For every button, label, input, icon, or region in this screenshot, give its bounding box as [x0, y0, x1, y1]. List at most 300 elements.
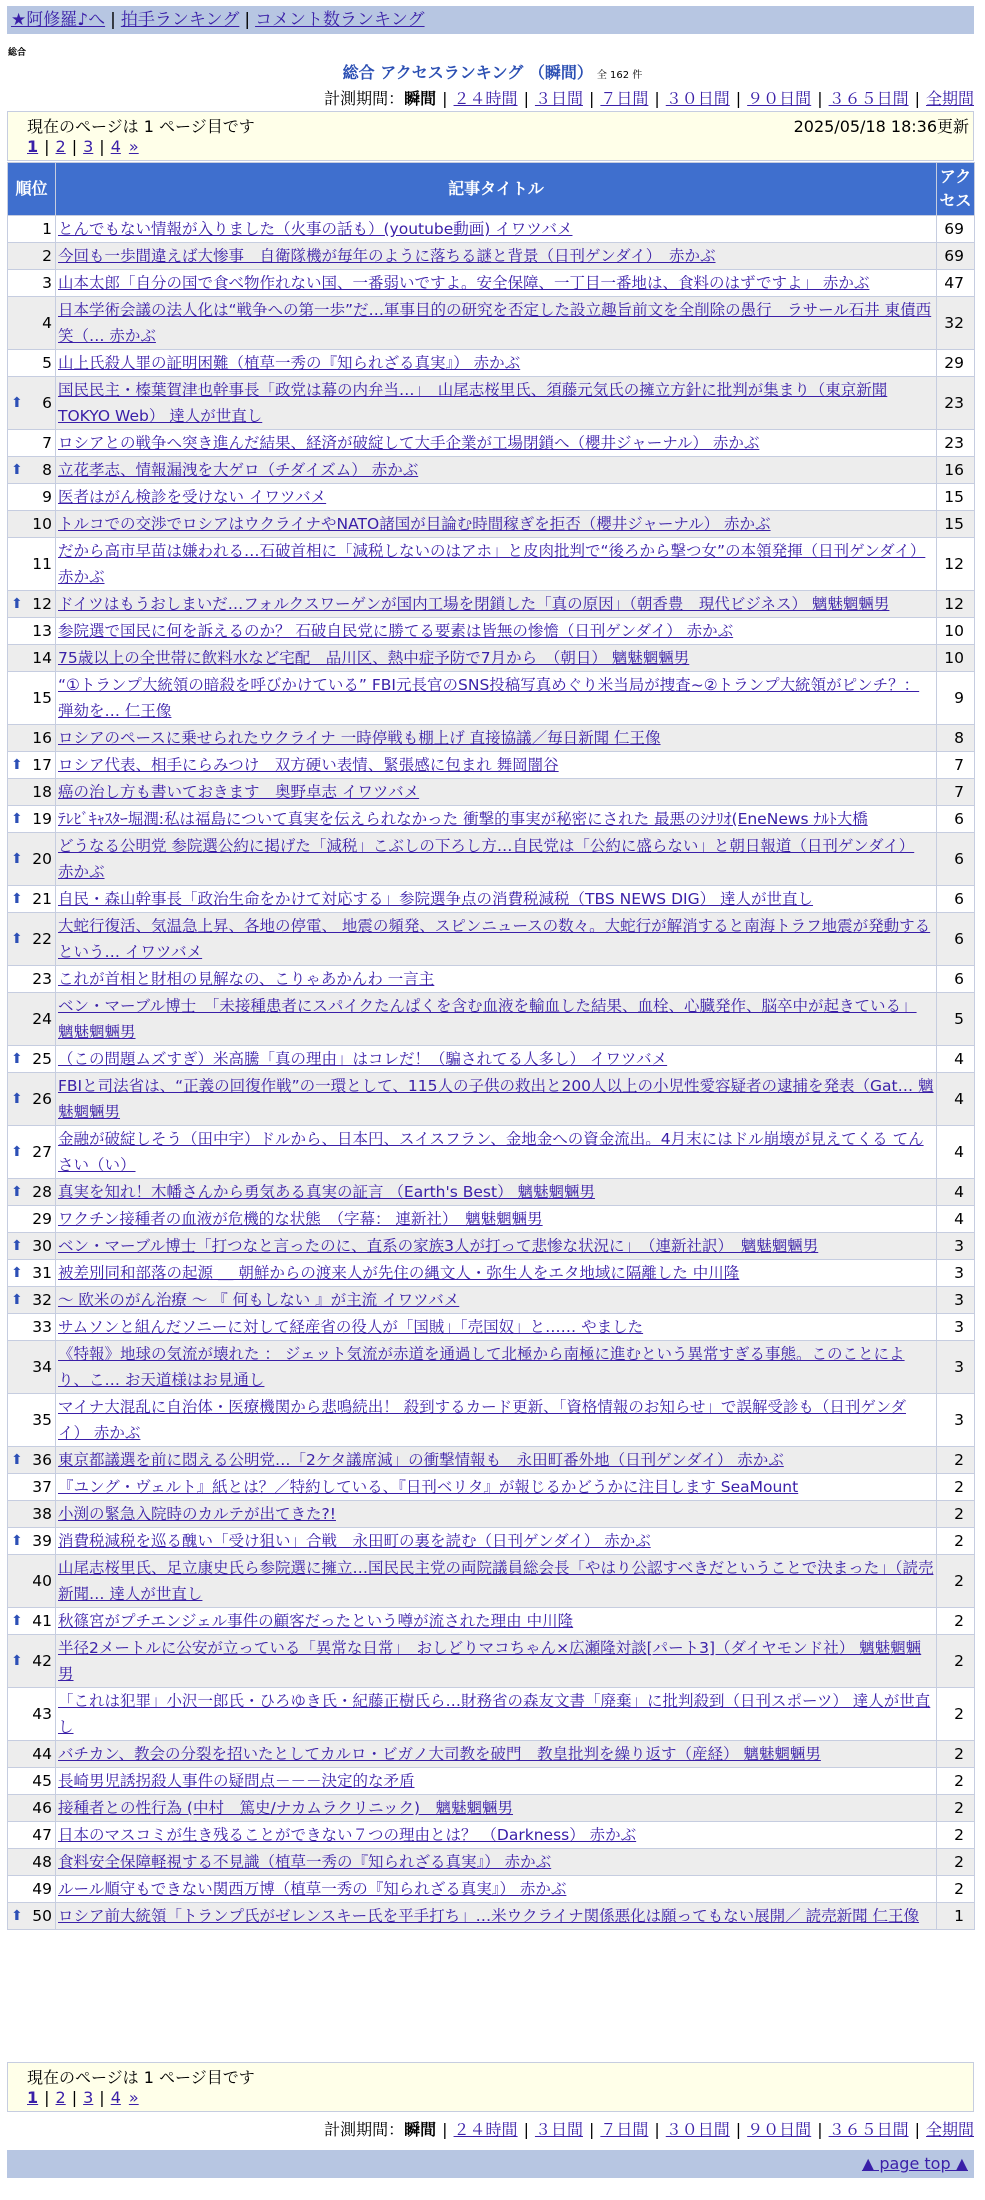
article-link[interactable]: どうなる公明党 参院選公約に掲げた「減税」こぶしの下ろし方…自民党は「公約に盛らない」と朝日報道（日刊ゲンダイ） 赤かぶ [58, 837, 915, 881]
page-title [0, 60, 985, 83]
article-link[interactable]: 東京都議選を前に悶える公明党…「2ケタ議席減」の衝撃情報も 永田町番外地（日刊ゲンダイ） 赤かぶ [58, 1451, 784, 1469]
access-header: アクセス [937, 163, 974, 215]
title-cell [56, 216, 936, 242]
pager-separator: | [44, 137, 50, 156]
article-link[interactable]: 金融が破綻しそう（田中宇）ドルから、日本円、スイスフラン、金地金への資金流出。4月末にはドル崩壊が見えてくる てんさい（い） [58, 1130, 924, 1174]
rank-number: 45 [32, 1772, 52, 1790]
rank-cell [8, 1795, 55, 1821]
access-count: 4 [937, 1179, 974, 1205]
access-count: 2 [937, 1849, 974, 1875]
rank-number: 11 [32, 555, 52, 573]
pager-separator: | [44, 2088, 50, 2107]
rank-cell [8, 243, 55, 269]
title-cell [56, 806, 936, 832]
article-link[interactable]: 長崎男児誘拐殺人事件の疑問点－－－決定的な矛盾 [58, 1772, 415, 1790]
title-cell [56, 1635, 936, 1687]
title-header: 記事タイトル [56, 163, 936, 215]
article-link[interactable]: とんでもない情報が入りました（火事の話も）(youtube動画) イワツバメ [58, 220, 573, 238]
table-row [8, 430, 974, 456]
ranking-table [7, 162, 975, 1930]
access-count: 2 [937, 1608, 974, 1634]
rank-cell [8, 1608, 55, 1634]
page-link[interactable]: 1 [27, 2088, 39, 2107]
rank-cell [8, 833, 55, 885]
rank-number: 36 [32, 1451, 52, 1469]
article-link[interactable]: （この問題ムズすぎ）米高騰「真の理由」はコレだ！（騙されてる人多し） イワツバメ [58, 1050, 668, 1068]
article-link[interactable]: ロシアとの戦争へ突き進んだ結果、経済が破綻して大手企業が工場閉鎖へ（櫻井ジャーナル） 赤かぶ [58, 434, 760, 452]
article-link[interactable]: 《特報》地球の気流が壊れた ： ジェット気流が赤道を通過して北極から南極に進むという異常すぎる事態。このことにより、こ… お天道様はお見通し [58, 1345, 905, 1389]
period-option-link[interactable]: 全期間 [925, 89, 974, 108]
article-link[interactable]: ～ 欧米のがん治療 ～ 『 何もしない 』が主流 イワツバメ [58, 1291, 460, 1309]
title-cell [56, 752, 936, 778]
table-row [8, 1314, 974, 1340]
access-count: 23 [937, 377, 974, 429]
rank-number: 50 [32, 1907, 52, 1925]
period-option-link[interactable]: ３０日間 [665, 2120, 730, 2139]
rank-cell [8, 1768, 55, 1794]
page-link[interactable]: 3 [83, 2088, 94, 2107]
rank-cell [8, 672, 55, 724]
article-link[interactable]: マイナ大混乱に自治体・医療機関から悲鳴続出！ 殺到するカード更新、「資格情報のお知らせ」で誤解受診も（日刊ゲンダイ） 赤かぶ [58, 1398, 906, 1442]
period-separator: | [588, 2120, 595, 2139]
access-count: 2 [937, 1688, 974, 1740]
period-label: 計測期間： [324, 89, 405, 108]
rank-cell [8, 1073, 55, 1125]
access-count: 2 [937, 1474, 974, 1500]
table-row [8, 1233, 974, 1259]
title-cell [56, 1287, 936, 1313]
page-link[interactable]: 1 [27, 137, 39, 156]
title-cell [56, 1233, 936, 1259]
article-link[interactable]: 癌の治し方も書いておきます 奥野卓志 イワツバメ [58, 783, 420, 801]
current-page-text: 現在のページは 1 ページ目です [27, 2068, 255, 2087]
period-option-link[interactable]: ９０日間 [747, 89, 812, 108]
access-count: 3 [937, 1260, 974, 1286]
rank-number: 22 [32, 930, 52, 948]
title-cell [56, 993, 936, 1045]
period-separator: | [523, 89, 529, 108]
article-link[interactable]: ドイツはもうおしまいだ…フォルクスワーゲンが国内工場を閉鎖した「真の原因」（朝香豊 現代ビジネス） 魑魅魍魎男 [58, 595, 890, 613]
article-link[interactable]: “①トランプ大統領の暗殺を呼びかけている” FBI元長官のSNS投稿写真めぐり米当局が捜査~②トランプ大統領がピンチ？：弾劾を… 仁王像 [58, 676, 920, 720]
access-count: 8 [937, 725, 974, 751]
rank-cell [8, 1474, 55, 1500]
up-arrow-icon: ⬆ [11, 1533, 23, 1549]
title-cell [56, 1876, 936, 1902]
rank-number: 29 [32, 1210, 52, 1228]
table-row [8, 1206, 974, 1232]
table-row [8, 1501, 974, 1527]
period-option-link[interactable]: ３日間 [534, 89, 583, 108]
access-count: 15 [937, 484, 974, 510]
pager-bottom [27, 2088, 139, 2107]
title-cell [56, 1206, 936, 1232]
rank-cell [8, 1179, 55, 1205]
rank-number: 14 [32, 649, 52, 667]
title-cell [56, 672, 936, 724]
article-link[interactable]: 「これは犯罪」小沢一郎氏・ひろゆき氏・紀藤正樹氏ら…財務省の森友文書「廃棄」に批判殺到（日刊スポーツ） 達人が世直し [58, 1692, 931, 1736]
period-separator: | [523, 2120, 529, 2139]
table-row [8, 350, 974, 376]
period-separator: | [914, 89, 920, 108]
title-cell [56, 618, 936, 644]
access-count: 69 [937, 216, 974, 242]
period-current: 瞬間 [404, 89, 437, 108]
access-count: 69 [937, 243, 974, 269]
up-arrow-icon: ⬆ [11, 1051, 23, 1067]
table-row [8, 1394, 974, 1446]
table-row [8, 993, 974, 1045]
up-arrow-icon: ⬆ [11, 1452, 23, 1468]
access-count: 1 [937, 1903, 974, 1929]
rank-number: 7 [42, 434, 52, 452]
title-cell [56, 538, 936, 590]
title-cell [56, 1314, 936, 1340]
article-link[interactable]: 日本学術会議の法人化は“戦争への第一歩”だ…軍事目的の研究を否定した設立趣旨前文を全削除の愚行 ラサール石井 東債西笑（… 赤かぶ [58, 301, 932, 345]
period-option-link[interactable]: ３６５日間 [828, 2120, 909, 2139]
period-separator: | [817, 89, 823, 108]
page-link[interactable]: 4 [110, 2088, 121, 2107]
rank-cell [8, 1528, 55, 1554]
title-cell [56, 779, 936, 805]
up-arrow-icon: ⬆ [11, 1292, 23, 1308]
comment-ranking-link[interactable]: コメント数ランキング [255, 10, 425, 30]
article-link[interactable]: 被差別同和部落の起源 ＿ 朝鮮からの渡来人が先住の縄文人・弥生人をエタ地域に隔離した 中川隆 [58, 1264, 740, 1282]
rank-number: 6 [42, 394, 52, 412]
article-link[interactable]: 『ユング・ヴェルト』紙とは？／特約している、『日刊ベリタ』が報じるかどうかに注目します SeaMount [58, 1478, 799, 1496]
table-row [8, 806, 974, 832]
pager-separator: | [71, 137, 78, 156]
title-cell [56, 350, 936, 376]
title-cell [56, 725, 936, 751]
article-link[interactable]: 山上氏殺人罪の証明困難（植草一秀の『知られざる真実』） 赤かぶ [58, 354, 521, 372]
article-link[interactable]: 山本太郎「自分の国で食べ物作れない国、一番弱いですよ。安全保障、一丁目一番地は、食料のはずですよ」 赤かぶ [58, 274, 870, 292]
rank-cell [8, 1447, 55, 1473]
title-cell [56, 457, 936, 483]
article-link[interactable]: 消費税減税を巡る醜い「受け狙い」合戦 永田町の裏を読む（日刊ゲンダイ） 赤かぶ [58, 1532, 651, 1550]
period-separator: | [735, 89, 742, 108]
period-option-link[interactable]: ２４時間 [453, 89, 518, 108]
access-count: 10 [937, 645, 974, 671]
rank-number: 40 [32, 1572, 52, 1590]
title-cell [56, 1046, 936, 1072]
title-cell [56, 1260, 936, 1286]
table-row [8, 243, 974, 269]
rank-cell [8, 1688, 55, 1740]
period-separator: | [817, 2120, 823, 2139]
period-separator: | [654, 2120, 660, 2139]
period-separator: | [442, 2120, 448, 2139]
up-arrow-icon: ⬆ [11, 1613, 23, 1629]
table-row [8, 1688, 974, 1740]
rank-number: 9 [42, 488, 52, 506]
page-link[interactable]: 2 [55, 137, 66, 156]
table-row [8, 1635, 974, 1687]
pager-separator: | [71, 2088, 78, 2107]
period-option-link[interactable]: ３日間 [534, 2120, 583, 2139]
rank-cell [8, 216, 55, 242]
current-page-text: 現在のページは 1 ページ目です [27, 117, 255, 136]
article-link[interactable]: 真実を知れ！木幡さんから勇気ある真実の証言 （Earth's Best） 魑魅魍魎男 [58, 1183, 596, 1201]
page-link[interactable]: 3 [83, 137, 94, 156]
period-option-link[interactable]: ２４時間 [453, 2120, 518, 2139]
title-cell [56, 1126, 936, 1178]
title-cell [56, 833, 936, 885]
up-arrow-icon: ⬆ [11, 1144, 23, 1160]
period-separator: | [442, 89, 448, 108]
access-count: 29 [937, 350, 974, 376]
article-link[interactable]: 国民民主・榛葉賀津也幹事長「政党は幕の内弁当…」 山尾志桜里氏、須藤元気氏の擁立方針に批判が集まり（東京新聞TOKYO Web） 達人が世直し [58, 381, 888, 425]
up-arrow-icon: ⬆ [11, 596, 23, 612]
title-cell [56, 1073, 936, 1125]
rank-number: 18 [32, 783, 52, 801]
rank-number: 25 [32, 1050, 52, 1068]
access-count: 16 [937, 457, 974, 483]
title-cell [56, 1903, 936, 1929]
title-cell [56, 1741, 936, 1767]
home-link[interactable]: ★阿修羅♪へ [11, 10, 106, 30]
title-cell [56, 913, 936, 965]
access-count: 9 [937, 672, 974, 724]
article-link[interactable]: ルール順守もできない関西万博（植草一秀の『知られざる真実』） 赤かぶ [58, 1880, 567, 1898]
title-cell [56, 1447, 936, 1473]
period-separator: | [735, 2120, 742, 2139]
access-count: 3 [937, 1287, 974, 1313]
up-arrow-icon: ⬆ [11, 1908, 23, 1924]
article-link[interactable]: 自民・森山幹事長「政治生命をかけて対応する」参院選争点の消費税減税（TBS NEWS DIG） 達人が世直し [58, 890, 814, 908]
table-row [8, 511, 974, 537]
rank-number: 32 [32, 1291, 52, 1309]
article-link[interactable]: ﾃﾚﾋﾞｷｬｽﾀｰ堀潤:私は福島について真実を伝えられなかった 衝撃的事実が秘密にされた 最悪のｼﾅﾘｵ(EneNews ﾅﾙﾄ大橋 [58, 810, 868, 828]
clap-ranking-link[interactable]: 拍手ランキング [120, 10, 240, 30]
title-cell [56, 243, 936, 269]
rank-number: 39 [32, 1532, 52, 1550]
up-arrow-icon: ⬆ [11, 395, 23, 411]
article-link[interactable]: 日本のマスコミが生き残ることができない７つの理由とは？ （Darkness） 赤かぶ [58, 1826, 637, 1844]
table-row [8, 1126, 974, 1178]
title-cell [56, 1849, 936, 1875]
access-count: 6 [937, 913, 974, 965]
table-row [8, 1341, 974, 1393]
table-row [8, 538, 974, 590]
rank-cell [8, 1126, 55, 1178]
article-link[interactable]: ベン・マーブル博士 「未接種患者にスパイクたんぱくを含む血液を輸血した結果、血栓、心臓発作、脳卒中が起きている」 魑魅魍魎男 [58, 997, 917, 1041]
rank-cell [8, 993, 55, 1045]
rank-number: 23 [32, 970, 52, 988]
article-link[interactable]: 大蛇行復活、気温急上昇、各地の停電、 地震の頻発、スピンニュースの数々。大蛇行が解消すると南海トラフ地震が発動するという… イワツバメ [58, 917, 931, 961]
page-link[interactable]: 2 [55, 2088, 66, 2107]
rank-number: 27 [32, 1143, 52, 1161]
up-arrow-icon: ⬆ [11, 1265, 23, 1281]
article-link[interactable]: 医者はがん検診を受けない イワツバメ [58, 488, 327, 506]
title-cell [56, 1341, 936, 1393]
period-selector-bottom [324, 2117, 974, 2140]
table-row [8, 618, 974, 644]
article-link[interactable]: バチカン、教会の分裂を招いたとしてカルロ・ビガノ大司教を破門 教皇批判を繰り返す（産経） 魑魅魍魎男 [58, 1745, 821, 1763]
article-link[interactable]: サムソンと組んだソニーに対して経産省の役人が「国賊」「売国奴」と…… やました [58, 1318, 644, 1336]
access-count: 3 [937, 1394, 974, 1446]
access-count: 2 [937, 1501, 974, 1527]
access-count: 2 [937, 1876, 974, 1902]
rank-cell [8, 511, 55, 537]
total-count: 全 162 件 [596, 70, 643, 81]
article-link[interactable]: 75歳以上の全世帯に飲料水など宅配 品川区、熱中症予防で7月から （朝日） 魑魅魍魎男 [58, 649, 690, 667]
access-count: 4 [937, 1126, 974, 1178]
access-count: 4 [937, 1073, 974, 1125]
up-arrow-icon: ⬆ [11, 1091, 23, 1107]
article-link[interactable]: これが首相と財相の見解なの、こりゃあかんわ 一言主 [58, 970, 435, 988]
next-page-link[interactable]: » [128, 2088, 139, 2107]
page-top-link[interactable]: ▲ page top ▲ [861, 2154, 968, 2173]
period-option-link[interactable]: ７日間 [600, 2120, 649, 2139]
rank-cell [8, 1741, 55, 1767]
table-row [8, 833, 974, 885]
title-cell [56, 1822, 936, 1848]
up-arrow-icon: ⬆ [11, 931, 23, 947]
article-link[interactable]: 立花孝志、情報漏洩を大ゲロ（チダイズム） 赤かぶ [58, 461, 419, 479]
article-link[interactable]: ロシアのペースに乗せられたウクライナ 一時停戦も棚上げ 直接協議／毎日新聞 仁王像 [58, 729, 661, 747]
rank-number: 43 [32, 1705, 52, 1723]
table-row [8, 1179, 974, 1205]
up-arrow-icon: ⬆ [11, 891, 23, 907]
title-cell [56, 1179, 936, 1205]
rank-number: 46 [32, 1799, 52, 1817]
rank-cell [8, 886, 55, 912]
table-row [8, 1528, 974, 1554]
access-count: 6 [937, 806, 974, 832]
article-link[interactable]: ロシア前大統領「トランプ氏がゼレンスキー氏を平手打ち」…米ウクライナ関係悪化は願ってもない展開／ 読売新聞 仁王像 [58, 1907, 920, 1925]
rank-cell [8, 297, 55, 349]
rank-number: 28 [32, 1183, 52, 1201]
article-link[interactable]: FBIと司法省は、“正義の回復作戦”の一環として、115人の子供の救出と200人以上の小児性愛容疑者の逮捕を発表（Gat… 魑魅魍魎男 [58, 1077, 934, 1121]
rank-number: 3 [42, 274, 52, 292]
article-link[interactable]: ロシア代表、相手にらみつけ 双方硬い表情、緊張感に包まれ 舞岡闇谷 [58, 756, 559, 774]
access-count: 2 [937, 1528, 974, 1554]
title-cell [56, 1608, 936, 1634]
rank-cell [8, 377, 55, 429]
rank-number: 10 [32, 515, 52, 533]
period-option-link[interactable]: ７日間 [600, 89, 649, 108]
rank-cell [8, 1903, 55, 1929]
rank-cell [8, 430, 55, 456]
title-cell [56, 1474, 936, 1500]
rank-number: 21 [32, 890, 52, 908]
rank-header: 順位 [8, 163, 55, 215]
period-current: 瞬間 [404, 2120, 437, 2139]
rank-number: 34 [32, 1358, 52, 1376]
rank-cell [8, 1287, 55, 1313]
article-link[interactable]: 山尾志桜里氏、足立康史氏ら参院選に擁立…国民民主党の両院議員総会長「やはり公認すべきだということで決まった」（読売新聞… 達人が世直し [58, 1559, 934, 1603]
title-cell [56, 1768, 936, 1794]
article-link[interactable]: ワクチン接種者の血液が危機的な状態 （字幕： 連新社） 魑魅魍魎男 [58, 1210, 543, 1228]
rank-number: 41 [32, 1612, 52, 1630]
up-arrow-icon: ⬆ [11, 1238, 23, 1254]
period-option-link[interactable]: 全期間 [925, 2120, 974, 2139]
next-page-link[interactable]: » [128, 137, 139, 156]
rank-number: 31 [32, 1264, 52, 1282]
rank-number: 35 [32, 1411, 52, 1429]
rank-number: 47 [32, 1826, 52, 1844]
rank-cell [8, 1394, 55, 1446]
rank-cell [8, 484, 55, 510]
rank-cell [8, 1260, 55, 1286]
category-label: 総合 [8, 48, 27, 58]
up-arrow-icon: ⬆ [11, 757, 23, 773]
article-link[interactable]: トルコでの交渉でロシアはウクライナやNATO諸国が目論む時間稼ぎを拒否（櫻井ジャーナル） 赤かぶ [58, 515, 771, 533]
article-link[interactable]: 小渕の緊急入院時のカルテが出てきた?! [58, 1505, 336, 1523]
rank-number: 26 [32, 1090, 52, 1108]
page-info-bottom [7, 2062, 974, 2112]
rank-cell [8, 1822, 55, 1848]
title-cell [56, 1501, 936, 1527]
up-arrow-icon: ⬆ [11, 1184, 23, 1200]
rank-cell [8, 752, 55, 778]
access-count: 2 [937, 1635, 974, 1687]
article-link[interactable]: ベン・マーブル博士「打つなと言ったのに、直系の家族3人が打って悲惨な状況に」 （連新社訳） 魑魅魍魎男 [58, 1237, 819, 1255]
rank-number: 19 [32, 810, 52, 828]
table-row [8, 1741, 974, 1767]
article-link[interactable]: 半径2メートルに公安が立っている「異常な日常」 おしどりマコちゃん×広瀬隆対談[パート3]（ダイヤモンド社） 魑魅魍魎男 [58, 1639, 922, 1683]
rank-number: 2 [42, 247, 52, 265]
rank-number: 1 [42, 220, 52, 238]
rank-cell [8, 966, 55, 992]
rank-number: 16 [32, 729, 52, 747]
rank-cell [8, 725, 55, 751]
table-row [8, 1474, 974, 1500]
title-cell [56, 270, 936, 296]
article-link[interactable]: 参院選で国民に何を訴えるのか？ 石破自民党に勝てる要素は皆無の惨憺（日刊ゲンダイ） 赤かぶ [58, 622, 734, 640]
title-cell [56, 1394, 936, 1446]
rank-number: 8 [42, 461, 52, 479]
table-row [8, 752, 974, 778]
rank-cell [8, 618, 55, 644]
article-link[interactable]: 接種者との性行為 (中村 篤史/ナカムラクリニック) 魑魅魍魎男 [58, 1799, 514, 1817]
up-arrow-icon: ⬆ [11, 462, 23, 478]
article-link[interactable]: だから高市早苗は嫌われる…石破首相に「減税しないのはアホ」と皮肉批判で“後ろから撃つ女”の本領発揮（日刊ゲンダイ） 赤かぶ [58, 542, 926, 586]
title-cell [56, 511, 936, 537]
table-row [8, 966, 974, 992]
period-option-link[interactable]: ３０日間 [665, 89, 730, 108]
period-option-link[interactable]: ３６５日間 [828, 89, 909, 108]
rank-number: 5 [42, 354, 52, 372]
rank-number: 17 [32, 756, 52, 774]
access-count: 7 [937, 752, 974, 778]
access-count: 2 [937, 1768, 974, 1794]
rank-number: 13 [32, 622, 52, 640]
period-separator: | [654, 89, 660, 108]
period-option-link[interactable]: ９０日間 [747, 2120, 812, 2139]
table-row [8, 1608, 974, 1634]
page-info-top [7, 111, 974, 161]
page-link[interactable]: 4 [110, 137, 121, 156]
rank-cell [8, 1849, 55, 1875]
up-arrow-icon: ⬆ [11, 811, 23, 827]
article-link[interactable]: 秋篠宮がプチエンジェル事件の顧客だったという噂が流された理由 中川隆 [58, 1612, 574, 1630]
top-nav-bar [7, 6, 974, 34]
table-row [8, 1768, 974, 1794]
up-arrow-icon: ⬆ [11, 1653, 23, 1669]
article-link[interactable]: 食料安全保障軽視する不見識（植草一秀の『知られざる真実』） 赤かぶ [58, 1853, 552, 1871]
title-cell [56, 1528, 936, 1554]
title-cell [56, 886, 936, 912]
access-count: 23 [937, 430, 974, 456]
title-cell [56, 1795, 936, 1821]
rank-cell [8, 1314, 55, 1340]
table-row [8, 1822, 974, 1848]
title-cell [56, 966, 936, 992]
title-cell [56, 430, 936, 456]
article-link[interactable]: 今回も一歩間違えば大惨事 自衛隊機が毎年のように落ちる謎と背景（日刊ゲンダイ） 赤かぶ [58, 247, 716, 265]
rank-cell [8, 1341, 55, 1393]
